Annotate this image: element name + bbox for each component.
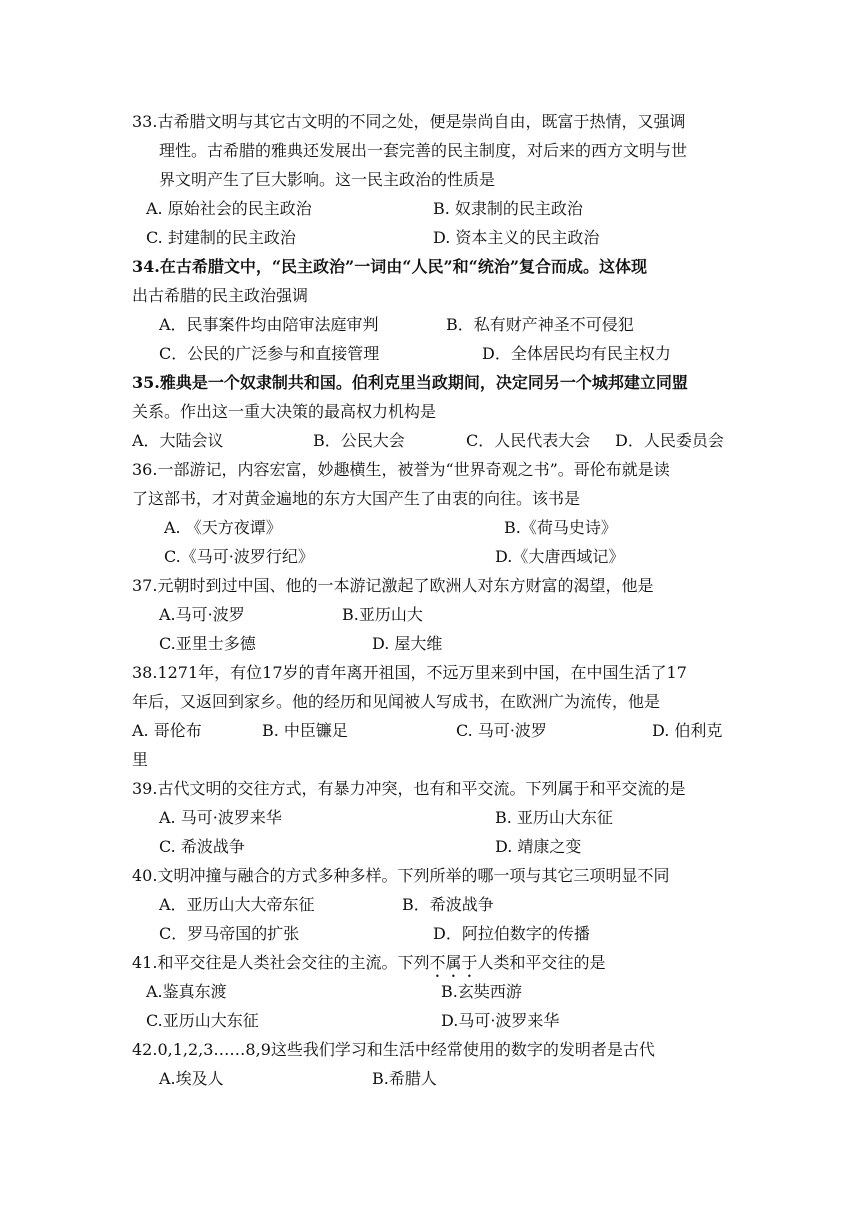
q39-stem-line-1: 39.古代文明的交往方式，有暴力冲突，也有和平交流。下列属于和平交流的是: [132, 779, 686, 798]
q37-option-b: B.亚历山大: [342, 605, 423, 624]
q35-option-b: B．公民大会: [313, 431, 405, 450]
q39-option-d: D. 靖康之变: [495, 837, 582, 856]
q33-option-a: A. 原始社会的民主政治: [146, 199, 312, 218]
q35-stem-line-2: 关系。作出这一重大决策的最高权力机构是: [132, 402, 437, 421]
q39-option-a: A. 马可·波罗来华: [159, 808, 282, 827]
q41-option-a: A.鉴真东渡: [146, 982, 227, 1001]
q41-emphasis-not: 不属于: [429, 953, 478, 972]
q42-stem-line-1: 42.0,1,2,3……8,9这些我们学习和生活中经常使用的数字的发明者是古代: [132, 1040, 655, 1059]
q41-stem-part-3: 人类和平交往的是: [477, 953, 606, 972]
q38-option-c: C. 马可·波罗: [456, 721, 547, 740]
q38-stem-line-1: 38.1271年，有位17岁的青年离开祖国，不远万里来到中国，在中国生活了17: [132, 663, 687, 682]
q37-stem-line-1: 37.元朝时到过中国、他的一本游记激起了欧洲人对东方财富的渴望，他是: [132, 576, 654, 595]
q38-option-d: D. 伯利克: [652, 721, 723, 740]
q41-stem-line-1: [132, 953, 605, 981]
q33-option-d: D. 资本主义的民主政治: [433, 228, 600, 247]
q41-option-b: B.玄奘西游: [441, 982, 522, 1001]
q33-stem-line-1: 33.古希腊文明与其它古文明的不同之处，便是崇尚自由，既富于热情，又强调: [132, 112, 686, 131]
q36-stem-line-1: 36.一部游记，内容宏富，妙趣横生，被誉为“世界奇观之书”。哥伦布就是读: [132, 460, 670, 479]
q36-stem-line-2: 了这部书，才对黄金遍地的东方大国产生了由衷的向往。该书是: [132, 489, 581, 508]
q41-option-c: C.亚历山大东征: [146, 1011, 259, 1030]
q38-option-a: A. 哥伦布: [132, 721, 202, 740]
q42-option-a: A.埃及人: [159, 1069, 224, 1088]
q34-option-a: A．民事案件均由陪审法庭审判: [159, 315, 379, 334]
q38-stem-line-2: 年后，又返回到家乡。他的经历和见闻被人写成书，在欧洲广为流传，他是: [132, 692, 661, 711]
q37-option-c: C.亚里士多德: [159, 634, 256, 653]
q41-option-d: D.马可·波罗来华: [441, 1011, 560, 1030]
q33-stem-line-3: 界文明产生了巨大影响。这一民主政治的性质是: [159, 170, 496, 189]
q35-option-c: C．人民代表大会: [466, 431, 591, 450]
q36-option-c: C.《马可·波罗行纪》: [164, 547, 314, 566]
q38-option-d-wrap: 里: [132, 750, 149, 769]
q38-option-b: B. 中臣镰足: [262, 721, 348, 740]
q40-option-c: C．罗马帝国的扩张: [159, 924, 300, 943]
q35-option-a: A．大陆会议: [132, 431, 224, 450]
q35-stem-line-1: 35.雅典是一个奴隶制共和国。伯利克里当政期间，决定同另一个城邦建立同盟: [132, 373, 688, 392]
q39-option-b: B. 亚历山大东征: [495, 808, 613, 827]
q42-option-b: B.希腊人: [372, 1069, 437, 1088]
q34-option-d: D．全体居民均有民主权力: [482, 344, 671, 363]
q40-option-b: B．希波战争: [402, 895, 494, 914]
q34-stem-line-1: 34.在古希腊文中，“民主政治”一词由“人民”和“统治”复合而成。这体现: [132, 257, 648, 276]
q40-stem-line-1: 40.文明冲撞与融合的方式多种多样。下列所举的哪一项与其它三项明显不同: [132, 866, 670, 885]
q34-option-b: B．私有财产神圣不可侵犯: [446, 315, 634, 334]
q34-stem-line-2: 出古希腊的民主政治强调: [132, 286, 309, 305]
q40-option-a: A．亚历山大大帝东征: [159, 895, 315, 914]
q37-option-a: A.马可·波罗: [159, 605, 245, 624]
q36-option-d: D.《大唐西域记》: [495, 547, 625, 566]
q34-option-c: C．公民的广泛参与和直接管理: [159, 344, 380, 363]
q33-stem-line-2: 理性。古希腊的雅典还发展出一套完善的民主制度，对后来的西方文明与世: [159, 141, 688, 160]
q39-option-c: C. 希波战争: [159, 837, 245, 856]
q40-option-d: D．阿拉伯数字的传播: [433, 924, 590, 943]
q36-option-a: A. 《天方夜谭》: [164, 518, 282, 537]
q37-option-d: D. 屋大维: [372, 634, 443, 653]
q36-option-b: B.《荷马史诗》: [504, 518, 617, 537]
q33-option-c: C. 封建制的民主政治: [146, 228, 296, 247]
q33-option-b: B. 奴隶制的民主政治: [433, 199, 583, 218]
q35-option-d: D．人民委员会: [615, 431, 724, 450]
q41-stem-part-1: 41.和平交往是人类社会交往的主流。下列: [132, 953, 430, 972]
